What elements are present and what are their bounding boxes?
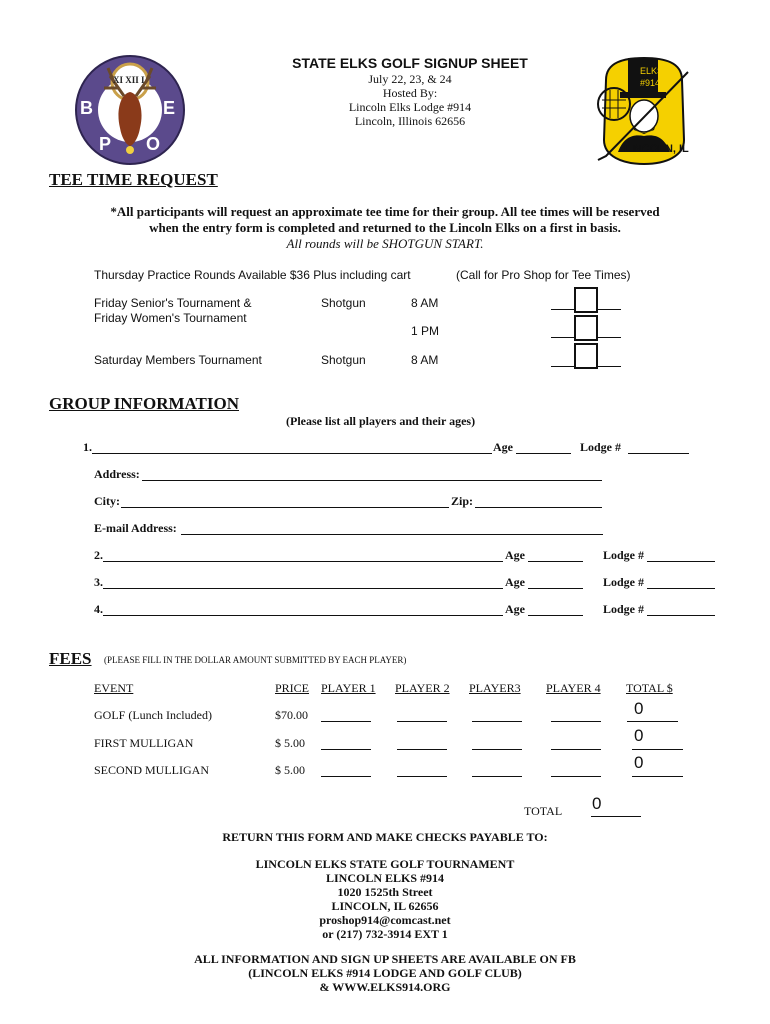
star-icon — [126, 146, 134, 154]
fee-row-golf-event: GOLF (Lunch Included) — [94, 708, 212, 722]
saturday-8am-label: 8 AM — [411, 353, 439, 367]
fee-second-mulligan-player1-field[interactable] — [321, 776, 371, 777]
fees-col-price: PRICE — [275, 681, 310, 695]
saturday-8am-checkbox[interactable] — [574, 343, 598, 369]
friday-8am-label: 8 AM — [411, 296, 439, 310]
payable-line-1: LINCOLN ELKS STATE GOLF TOURNAMENT — [255, 857, 515, 871]
logo-banner-text: LINCOLN, IL — [624, 143, 689, 155]
email-label: E-mail Address: — [94, 521, 177, 535]
friday-8am-checkbox[interactable] — [574, 287, 598, 313]
fee-second-mulligan-total-field[interactable] — [632, 776, 683, 777]
fees-col-player4: PLAYER 4 — [546, 681, 601, 695]
tee-time-note-line3: All rounds will be SHOTGUN START. — [286, 236, 484, 251]
player-2-lodge-label: Lodge # — [603, 548, 645, 562]
grand-total-field[interactable] — [591, 816, 641, 817]
group-info-note: (Please list all players and their ages) — [286, 414, 476, 428]
player-4-age-field[interactable] — [528, 615, 583, 616]
fees-col-player2: PLAYER 2 — [395, 681, 450, 695]
friday-1pm-label: 1 PM — [411, 324, 440, 338]
fee-first-mulligan-total-value: 0 — [634, 726, 644, 745]
player-4-lodge-field[interactable] — [647, 615, 715, 616]
fee-golf-total-value: 0 — [634, 699, 644, 718]
fee-first-mulligan-player1-field[interactable] — [321, 749, 371, 750]
saturday-shotgun-label: Shotgun — [321, 353, 366, 367]
fees-note: (PLEASE FILL IN THE DOLLAR AMOUNT SUBMITTED BY EACH PLAYER) — [104, 655, 407, 665]
fee-row-first-mulligan-price: $ 5.00 — [275, 736, 305, 750]
contact-phone: or (217) 732-3914 EXT 1 — [322, 927, 448, 941]
fee-first-mulligan-player4-field[interactable] — [551, 749, 601, 750]
player-1-name-field[interactable] — [92, 453, 492, 454]
payable-line-3: 1020 1525th Street — [337, 885, 433, 899]
player-2-name-field[interactable] — [103, 561, 503, 562]
player-4-name-field[interactable] — [103, 615, 503, 616]
fees-col-player1: PLAYER 1 — [321, 681, 376, 695]
fees-col-event: EVENT — [94, 681, 134, 695]
emblem-letter-b: B — [80, 98, 93, 118]
info-line-3: & WWW.ELKS914.ORG — [319, 980, 451, 994]
zip-label: Zip: — [451, 494, 474, 508]
player-3-age-field[interactable] — [528, 588, 583, 589]
saturday-tournament-label: Saturday Members Tournament — [94, 353, 262, 367]
group-info-heading: GROUP INFORMATION — [49, 394, 239, 413]
player-2-age-field[interactable] — [528, 561, 583, 562]
fee-golf-total-field[interactable] — [627, 721, 678, 722]
email-field[interactable] — [181, 534, 603, 535]
top-hat-icon — [628, 58, 661, 94]
city-label: City: — [94, 494, 120, 508]
emblem-letter-p: P — [99, 134, 112, 154]
fees-col-total: TOTAL $ — [626, 681, 673, 695]
fee-second-mulligan-total-value: 0 — [634, 753, 644, 772]
player-4-lodge-label: Lodge # — [603, 602, 645, 616]
city-field[interactable] — [121, 507, 449, 508]
player-2-age-label: Age — [505, 548, 525, 562]
fee-second-mulligan-player3-field[interactable] — [472, 776, 522, 777]
player-3-number: 3. — [94, 575, 103, 589]
fee-row-second-mulligan-event: SECOND MULLIGAN — [94, 763, 209, 777]
pro-shop-note: (Call for Pro Shop for Tee Times) — [456, 268, 631, 282]
emblem-letter-o: O — [146, 134, 161, 154]
emblem-letter-e: E — [163, 98, 176, 118]
player-1-number: 1. — [83, 440, 92, 454]
fee-first-mulligan-player3-field[interactable] — [472, 749, 522, 750]
player-3-lodge-label: Lodge # — [603, 575, 645, 589]
fee-second-mulligan-player4-field[interactable] — [551, 776, 601, 777]
logo-hat-text-number: #914 — [640, 78, 661, 88]
player-2-number: 2. — [94, 548, 103, 562]
player-3-name-field[interactable] — [103, 588, 503, 589]
grand-total-value: 0 — [592, 794, 602, 813]
fee-golf-player4-field[interactable] — [551, 721, 601, 722]
player-4-number: 4. — [94, 602, 103, 616]
fee-golf-player3-field[interactable] — [472, 721, 522, 722]
player-3-lodge-field[interactable] — [647, 588, 715, 589]
fees-heading: FEES — [49, 649, 92, 668]
player-3-age-label: Age — [505, 575, 525, 589]
zip-field[interactable] — [475, 507, 602, 508]
friday-tournament-label-1: Friday Senior's Tournament & — [94, 296, 252, 310]
hosted-by-label: Hosted By: — [382, 86, 438, 100]
fee-second-mulligan-player2-field[interactable] — [397, 776, 447, 777]
player-2-lodge-field[interactable] — [647, 561, 715, 562]
address-field[interactable] — [142, 480, 602, 481]
tee-time-note-line2: when the entry form is completed and returned to the Lincoln Elks on a first in basis. — [149, 220, 621, 235]
fee-first-mulligan-player2-field[interactable] — [397, 749, 447, 750]
logo-hat-text-elks: ELKS — [640, 66, 664, 76]
fee-row-second-mulligan-price: $ 5.00 — [275, 763, 305, 777]
info-line-1: ALL INFORMATION AND SIGN UP SHEETS ARE AVAILABLE ON FB — [194, 952, 576, 966]
info-line-2: (LINCOLN ELKS #914 LODGE AND GOLF CLUB) — [248, 966, 522, 980]
host-city: Lincoln, Illinois 62656 — [354, 114, 466, 128]
page-title: STATE ELKS GOLF SIGNUP SHEET — [292, 55, 528, 71]
event-dates: July 22, 23, & 24 — [368, 72, 452, 86]
player-1-lodge-field[interactable] — [628, 453, 689, 454]
tee-time-heading: TEE TIME REQUEST — [49, 170, 218, 189]
address-label: Address: — [94, 467, 140, 481]
fee-row-first-mulligan-event: FIRST MULLIGAN — [94, 736, 194, 750]
friday-1pm-checkbox[interactable] — [574, 315, 598, 341]
tee-time-note-line1: *All participants will request an approximate tee time for their group. All tee times will be reserved — [110, 204, 660, 219]
payable-line-4: LINCOLN, IL 62656 — [331, 899, 439, 913]
fee-row-golf-price: $70.00 — [275, 708, 308, 722]
grand-total-label: TOTAL — [524, 804, 563, 818]
emblem-clock-numerals: XI XII I — [113, 75, 145, 85]
payable-line-2: LINCOLN ELKS #914 — [325, 871, 445, 885]
friday-tournament-label-2: Friday Women's Tournament — [94, 311, 247, 325]
player-1-lodge-label: Lodge # — [580, 440, 622, 454]
fee-golf-player1-field[interactable] — [321, 721, 371, 722]
fees-col-player3: PLAYER3 — [469, 681, 521, 695]
thursday-practice-text: Thursday Practice Rounds Available $36 Plus including cart — [94, 268, 411, 282]
host-lodge: Lincoln Elks Lodge #914 — [348, 100, 472, 114]
fee-golf-player2-field[interactable] — [397, 721, 447, 722]
player-1-age-label: Age — [493, 440, 513, 454]
contact-email: proshop914@comcast.net — [319, 913, 451, 927]
player-1-age-field[interactable] — [516, 453, 571, 454]
player-4-age-label: Age — [505, 602, 525, 616]
friday-shotgun-label: Shotgun — [321, 296, 366, 310]
fee-first-mulligan-total-field[interactable] — [632, 749, 683, 750]
return-instructions: RETURN THIS FORM AND MAKE CHECKS PAYABLE TO: — [222, 830, 548, 844]
